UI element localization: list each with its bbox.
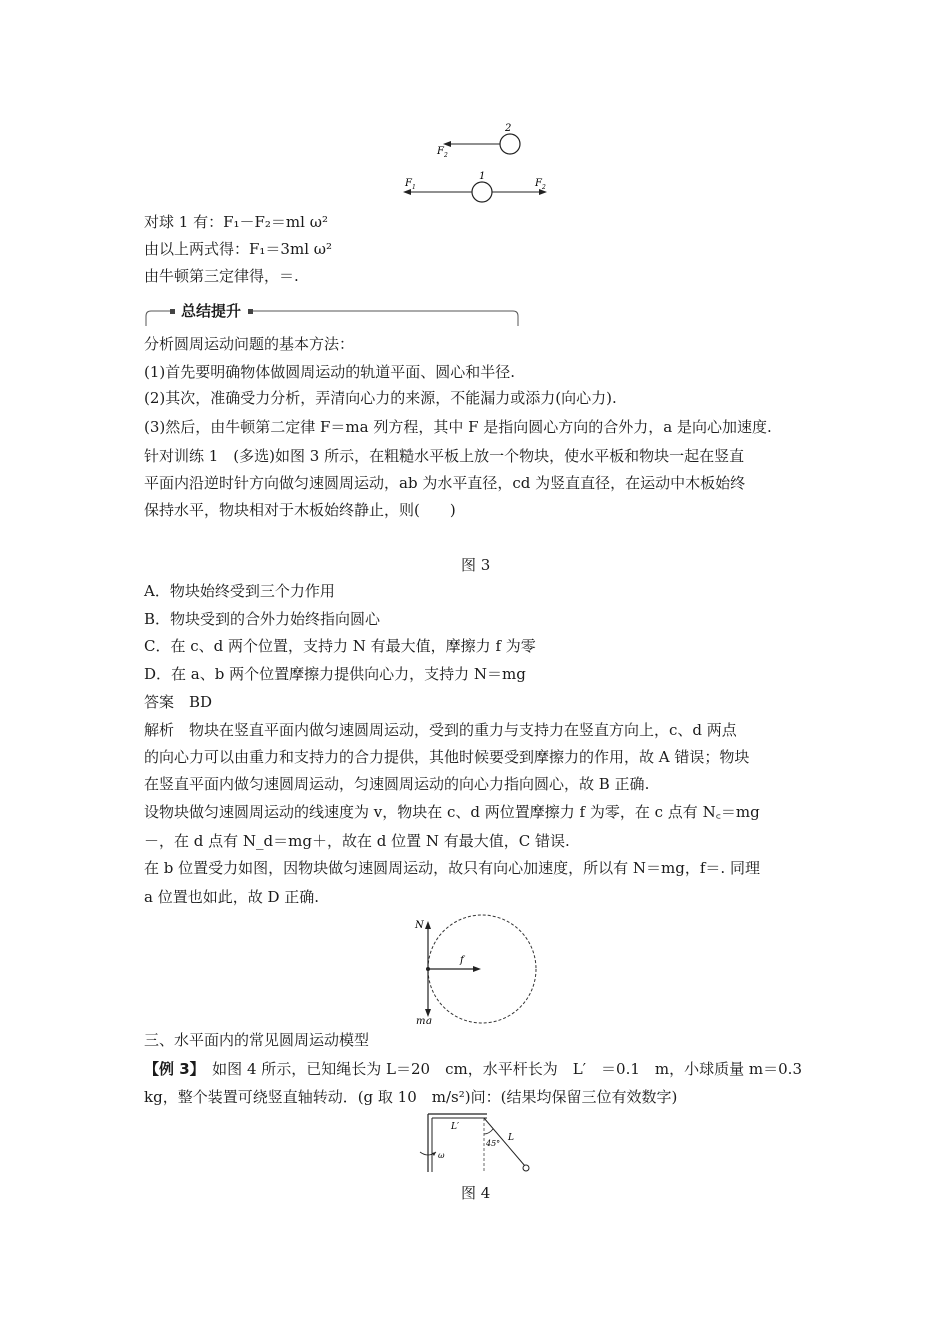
option-d: D．在 a、b 两个位置摩擦力提供向心力，支持力 N＝mg — [144, 665, 526, 683]
text-line: 由以上两式得：F₁＝3ml ω² — [144, 240, 332, 258]
text-line: 在竖直平面内做匀速圆周运动，匀速圆周运动的向心力指向圆心，故 B 正确. — [144, 775, 650, 793]
summary-banner — [144, 302, 520, 328]
text-line: 对球 1 有：F₁－F₂＝ml ω² — [144, 213, 328, 231]
text-line: (1)首先要明确物体做圆周运动的轨道平面、圆心和半径. — [144, 363, 516, 381]
angle-label: 45° — [486, 1139, 501, 1148]
mg-label: mg — [416, 1016, 432, 1024]
svg-text:1: 1 — [412, 184, 416, 191]
svg-text:2: 2 — [444, 152, 448, 159]
text-line: (3)然后，由牛顿第二定律 F＝ma 列方程，其中 F 是指向圆心方向的合外力，a 是向心加速度. — [144, 418, 772, 436]
ball-2-label: 2 — [505, 123, 512, 134]
ball-1 — [472, 182, 492, 202]
text-line: 保持水平，物块相对于木板始终静止，则( ) — [144, 501, 456, 519]
omega-label: ω — [438, 1151, 445, 1160]
text-line: 设物块做匀速圆周运动的线速度为 v，物块在 c、d 两位置摩擦力 f 为零，在 c 点有 N꜀＝mg — [144, 803, 760, 821]
ball — [523, 1165, 529, 1171]
option-a: A．物块始终受到三个力作用 — [144, 582, 335, 600]
option-c: C．在 c、d 两个位置，支持力 N 有最大值，摩擦力 f 为零 — [144, 637, 536, 655]
pendulum-figure — [410, 1112, 540, 1174]
figure-caption: 图 3 — [461, 556, 491, 574]
text-line: 分析圆周运动问题的基本方法： — [144, 335, 355, 353]
text-line: －，在 d 点有 N_d＝mg＋，故在 d 位置 N 有最大值，C 错误. — [144, 832, 570, 850]
f2-right-label: F — [535, 178, 542, 189]
text-line: 解析 物块在竖直平面内做匀速圆周运动，受到的重力与支持力在竖直方向上，c、d 两点 — [144, 721, 737, 739]
answer: 答案 BD — [144, 693, 213, 711]
forces-figure — [395, 118, 560, 208]
text-line: kg，整个装置可绕竖直轴转动．(g 取 10 m/s²)问：(结果均保留三位有效数字) — [144, 1088, 678, 1106]
example-text: 如图 4 所示，已知绳长为 L＝20 cm，水平杆长为 L′ ＝0.1 m，小球质量 m＝0.3 — [197, 1060, 802, 1078]
ball-2 — [500, 134, 520, 154]
f-label: f — [460, 955, 464, 966]
circle-force-figure — [412, 912, 552, 1024]
example-tag: 【例 3】 — [144, 1060, 198, 1078]
text-line: 在 b 位置受力如图，因物块做匀速圆周运动，故只有向心加速度，所以有 N＝mg，f＝. 同理 — [144, 859, 760, 877]
svg-text:2: 2 — [542, 184, 546, 191]
figure-caption: 图 4 — [461, 1184, 491, 1202]
ball-1-label: 1 — [479, 171, 486, 182]
text-line: 针对训练 1 (多选)如图 3 所示，在粗糙水平板上放一个物块，使水平板和物块一起在竖直 — [144, 447, 745, 465]
option-b: B．物块受到的合外力始终指向圆心 — [144, 610, 381, 628]
lprime-label: L′ — [451, 1122, 460, 1132]
example-line — [144, 1059, 802, 1079]
summary-title: 总结提升 — [177, 302, 245, 320]
text-line: 由牛顿第三定律得，＝. — [144, 267, 299, 285]
text-line: 平面内沿逆时针方向做匀速圆周运动，ab 为水平直径，cd 为竖直直径，在运动中木板始终 — [144, 474, 746, 492]
l-label: L — [508, 1133, 514, 1143]
n-label: N — [415, 920, 424, 931]
f2-top-label: F — [437, 146, 444, 157]
f1-label: F — [405, 178, 412, 189]
text-line: a 位置也如此，故 D 正确. — [144, 888, 320, 906]
text-line: (2)其次，准确受力分析，弄清向心力的来源，不能漏力或添力(向心力). — [144, 389, 617, 407]
section-heading: 三、水平面内的常见圆周运动模型 — [144, 1031, 370, 1049]
text-line: 的向心力可以由重力和支持力的合力提供，其他时候要受到摩擦力的作用，故 A 错误；物块 — [144, 748, 750, 766]
